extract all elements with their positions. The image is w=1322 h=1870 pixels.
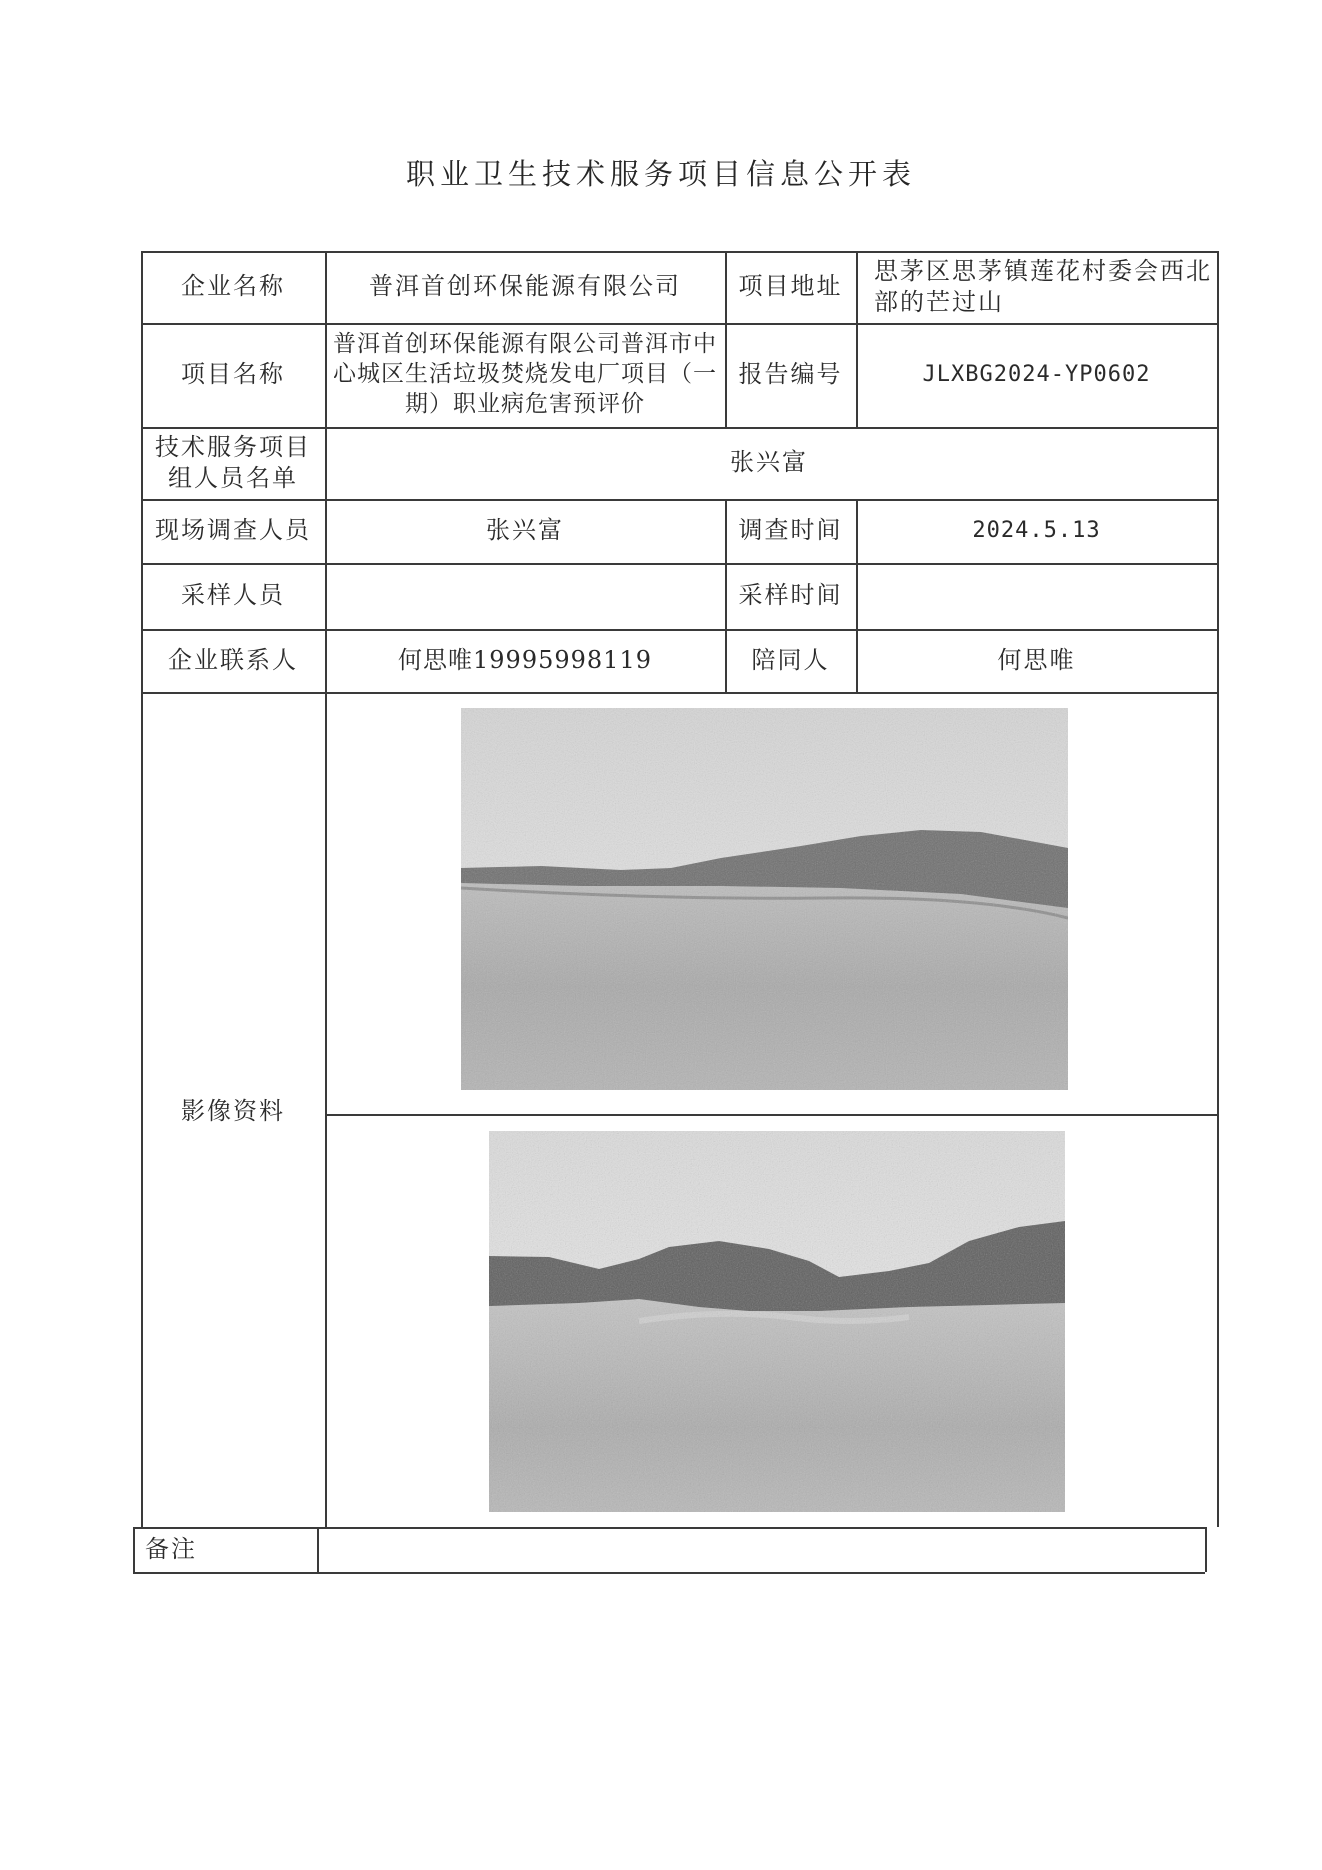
project-address: 思茅区思茅镇莲花村委会西北部的芒过山	[874, 256, 1212, 316]
table-border	[1205, 1527, 1207, 1572]
project-name: 普洱首创环保能源有限公司普洱市中心城区生活垃圾焚烧发电厂项目（一期）职业病危害预评价	[333, 331, 717, 417]
site-photo-2	[489, 1131, 1065, 1512]
project-name-label: 项目名称	[181, 360, 285, 389]
images-label: 影像资料	[181, 1097, 285, 1126]
contact-label: 企业联系人	[168, 645, 298, 674]
table-border	[141, 692, 1217, 694]
survey-time: 2024.5.13	[972, 517, 1101, 543]
contact: 何思唯19995998119	[398, 645, 652, 674]
survey-staff-label: 现场调查人员	[155, 516, 311, 545]
survey-time-label: 调查时间	[738, 516, 843, 545]
company-name-label: 企业名称	[181, 272, 285, 301]
remarks	[317, 1527, 1205, 1572]
table-border	[325, 1114, 1217, 1116]
sampling-time-label: 采样时间	[738, 581, 843, 610]
report-no: JLXBG2024-YP0602	[922, 361, 1151, 387]
page-title: 职业卫生技术服务项目信息公开表	[405, 157, 916, 191]
remarks-label: 备注	[145, 1534, 197, 1563]
sampling-staff	[325, 563, 725, 629]
survey-staff: 张兴富	[486, 516, 564, 545]
table-border	[1217, 251, 1219, 1527]
site-photo-1	[461, 708, 1068, 1090]
sampling-time	[856, 563, 1217, 629]
accompany-label: 陪同人	[751, 645, 830, 674]
company-name: 普洱首创环保能源有限公司	[369, 272, 681, 301]
team: 张兴富	[730, 448, 808, 477]
project-address-label: 项目地址	[738, 272, 843, 301]
team-label: 技术服务项目组人员名单	[155, 432, 311, 492]
report-no-label: 报告编号	[738, 360, 843, 389]
accompany: 何思唯	[997, 645, 1076, 674]
table-border	[133, 1572, 1205, 1574]
sampling-staff-label: 采样人员	[181, 581, 285, 610]
